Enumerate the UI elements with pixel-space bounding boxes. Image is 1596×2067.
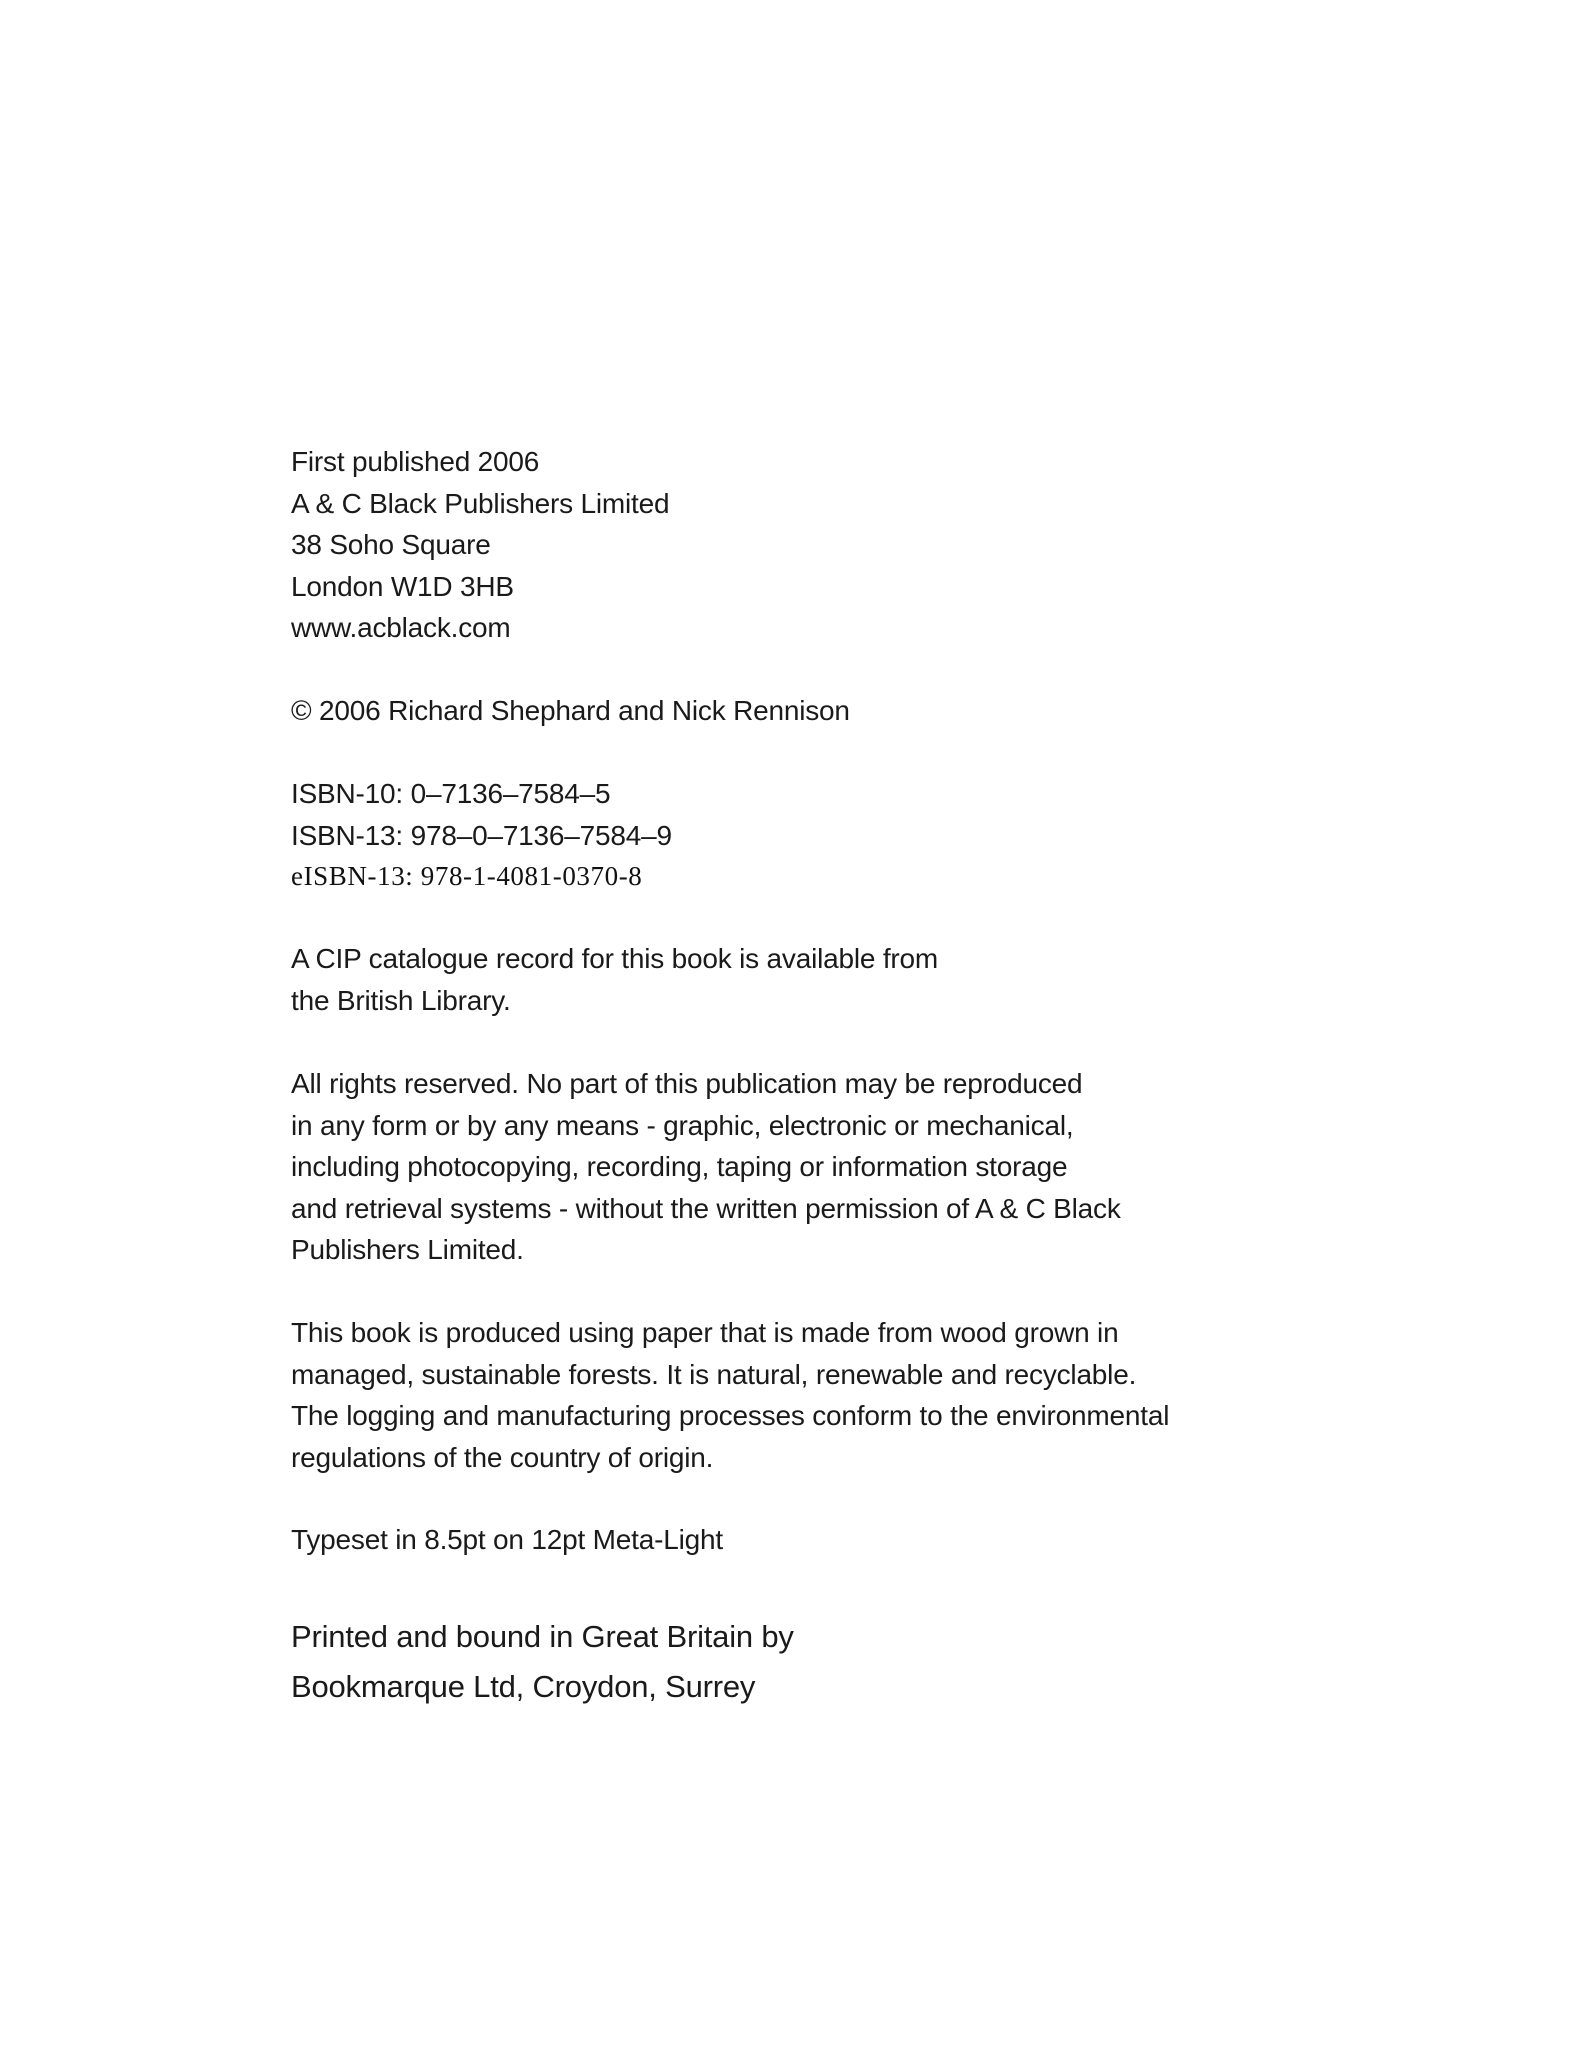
cip-line: the British Library. [291, 984, 511, 1016]
isbn-13: ISBN-13: 978–0–7136–7584–9 [291, 819, 672, 851]
eisbn-13: eISBN-13: 978-1-4081-0370-8 [291, 861, 643, 891]
cip-block [291, 938, 938, 1021]
printer-line: Bookmarque Ltd, Croydon, Surrey [291, 1669, 756, 1704]
paper-line: managed, sustainable forests. It is natural, renewable and recyclable. [291, 1358, 1137, 1390]
isbn-10: ISBN-10: 0–7136–7584–5 [291, 778, 611, 809]
paper-block [291, 1312, 1169, 1478]
printer-block [291, 1612, 794, 1712]
typeset-block [291, 1519, 723, 1561]
isbn-block [291, 773, 672, 898]
rights-block [291, 1063, 1121, 1271]
cip-line: A CIP catalogue record for this book is available from [291, 943, 939, 974]
publisher-name: A & C Black Publishers Limited [291, 487, 670, 519]
publisher-block [291, 441, 669, 649]
rights-line: All rights reserved. No part of this publication may be reproduced [291, 1068, 1083, 1099]
typeset-line: Typeset in 8.5pt on 12pt Meta-Light [291, 1524, 723, 1555]
publisher-website: www.acblack.com [291, 612, 511, 643]
paper-line: The logging and manufacturing processes conform to the environmental [291, 1400, 1170, 1431]
paper-line: regulations of the country of origin. [291, 1441, 714, 1473]
first-published-line: First published 2006 [291, 446, 540, 477]
rights-line: including photocopying, recording, taping or information storage [291, 1151, 1068, 1182]
rights-line: Publishers Limited. [291, 1234, 524, 1265]
printer-line: Printed and bound in Great Britain by [291, 1619, 794, 1654]
rights-line: and retrieval systems - without the written permission of A & C Black [291, 1192, 1121, 1224]
paper-line: This book is produced using paper that is made from wood grown in [291, 1317, 1119, 1348]
copyright-notice: © 2006 Richard Shephard and Nick Rennison [291, 695, 850, 726]
copyright-block [291, 690, 850, 732]
publisher-city: London W1D 3HB [291, 570, 514, 602]
rights-line: in any form or by any means - graphic, electronic or mechanical, [291, 1109, 1074, 1141]
publisher-street: 38 Soho Square [291, 529, 491, 560]
